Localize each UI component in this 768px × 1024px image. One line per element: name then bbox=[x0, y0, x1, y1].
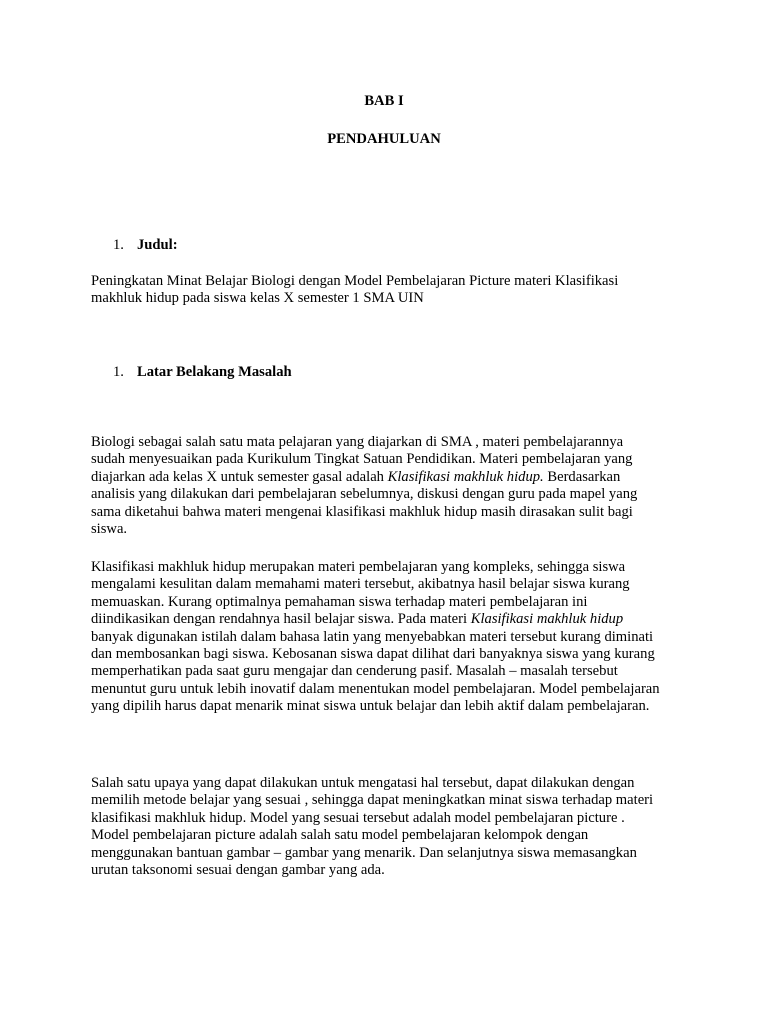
text-line: urutan taksonomi sesuai dengan gambar yang ada. bbox=[91, 862, 385, 879]
text-line: klasifikasi makhluk hidup. Model yang sesuai tersebut adalah model pembelajaran picture . bbox=[91, 809, 625, 826]
text-line: sama diketahui bahwa materi mengenai klasifikasi makhluk hidup masih dirasakan sulit bagi bbox=[91, 503, 633, 520]
text-line: banyak digunakan istilah dalam bahasa latin yang menyebabkan materi tersebut kurang diminati bbox=[91, 628, 654, 645]
text-line: makhluk hidup pada siswa kelas X semester 1 SMA UIN bbox=[91, 290, 424, 307]
text-line: memperhatikan pada saat guru mengajar dan cenderung pasif. Masalah – masalah tersebut bbox=[91, 663, 618, 680]
section-heading-judul bbox=[113, 237, 178, 254]
text-line: Salah satu upaya yang dapat dilakukan untuk mengatasi hal tersebut, dapat dilakukan dengan bbox=[91, 775, 635, 791]
text-line: dan membosankan bagi siswa. Kebosanan siswa dapat dilihat dari banyaknya siswa yang kurang bbox=[91, 646, 655, 663]
paragraph-3 bbox=[91, 775, 691, 879]
section-number: 1. bbox=[113, 364, 124, 380]
text-line: mengalami kesulitan dalam memahami materi tersebut, akibatnya hasil belajar siswa kurang bbox=[91, 576, 630, 593]
text-run: Berdasarkan bbox=[543, 468, 621, 485]
text-line: menuntut guru untuk lebih inovatif dalam menentukan model pembelajaran. Model pembelajaran bbox=[91, 680, 660, 697]
text-line: siswa. bbox=[91, 521, 128, 538]
text-line: memilih metode belajar yang sesuai , sehingga dapat meningkatkan minat siswa terhadap materi bbox=[91, 792, 654, 809]
paragraph-1 bbox=[91, 434, 691, 538]
section-heading-text: Judul: bbox=[137, 237, 178, 253]
text-line: yang dipilih harus dapat menarik minat siswa untuk belajar dan lebih aktif dalam pembelajaran. bbox=[91, 698, 650, 715]
text-run: diajarkan ada kelas X untuk semester gasal adalah bbox=[91, 468, 388, 485]
section-heading-text: Latar Belakang Masalah bbox=[137, 364, 292, 380]
text-line: Biologi sebagai salah satu mata pelajaran yang diajarkan di SMA , materi pembelajarannya bbox=[91, 434, 624, 450]
text-line: sudah menyesuaikan pada Kurikulum Tingkat Satuan Pendidikan. Materi pembelajaran yang bbox=[91, 451, 633, 468]
italic-term: Klasifikasi makhluk hidup bbox=[470, 611, 624, 628]
text-run: diindikasikan dengan rendahnya hasil belajar siswa. Pada materi bbox=[91, 611, 471, 628]
section-number: 1. bbox=[113, 237, 124, 253]
paragraph-2 bbox=[91, 559, 691, 716]
text-line: analisis yang dilakukan dari pembelajaran sebelumnya, diskusi dengan guru pada mapel yang bbox=[91, 486, 638, 503]
chapter-label: BAB I bbox=[364, 93, 404, 109]
text-line bbox=[91, 469, 691, 486]
chapter-title: PENDAHULUAN bbox=[327, 131, 441, 147]
text-line: Model pembelajaran picture adalah salah satu model pembelajaran kelompok dengan bbox=[91, 827, 589, 844]
italic-term: Klasifikasi makhluk hidup. bbox=[387, 468, 544, 485]
text-line: menggunakan bantuan gambar – gambar yang menarik. Dan selanjutnya siswa memasangkan bbox=[91, 844, 637, 861]
text-line: Peningkatan Minat Belajar Biologi dengan Model Pembelajaran Picture materi Klasifikasi bbox=[91, 273, 619, 289]
text-line bbox=[91, 611, 691, 628]
judul-paragraph bbox=[91, 273, 691, 308]
text-line: memuaskan. Kurang optimalnya pemahaman siswa terhadap materi pembelajaran ini bbox=[91, 593, 588, 610]
text-line: Klasifikasi makhluk hidup merupakan materi pembelajaran yang kompleks, sehingga siswa bbox=[91, 559, 626, 575]
section-heading-latar-belakang bbox=[113, 364, 292, 381]
